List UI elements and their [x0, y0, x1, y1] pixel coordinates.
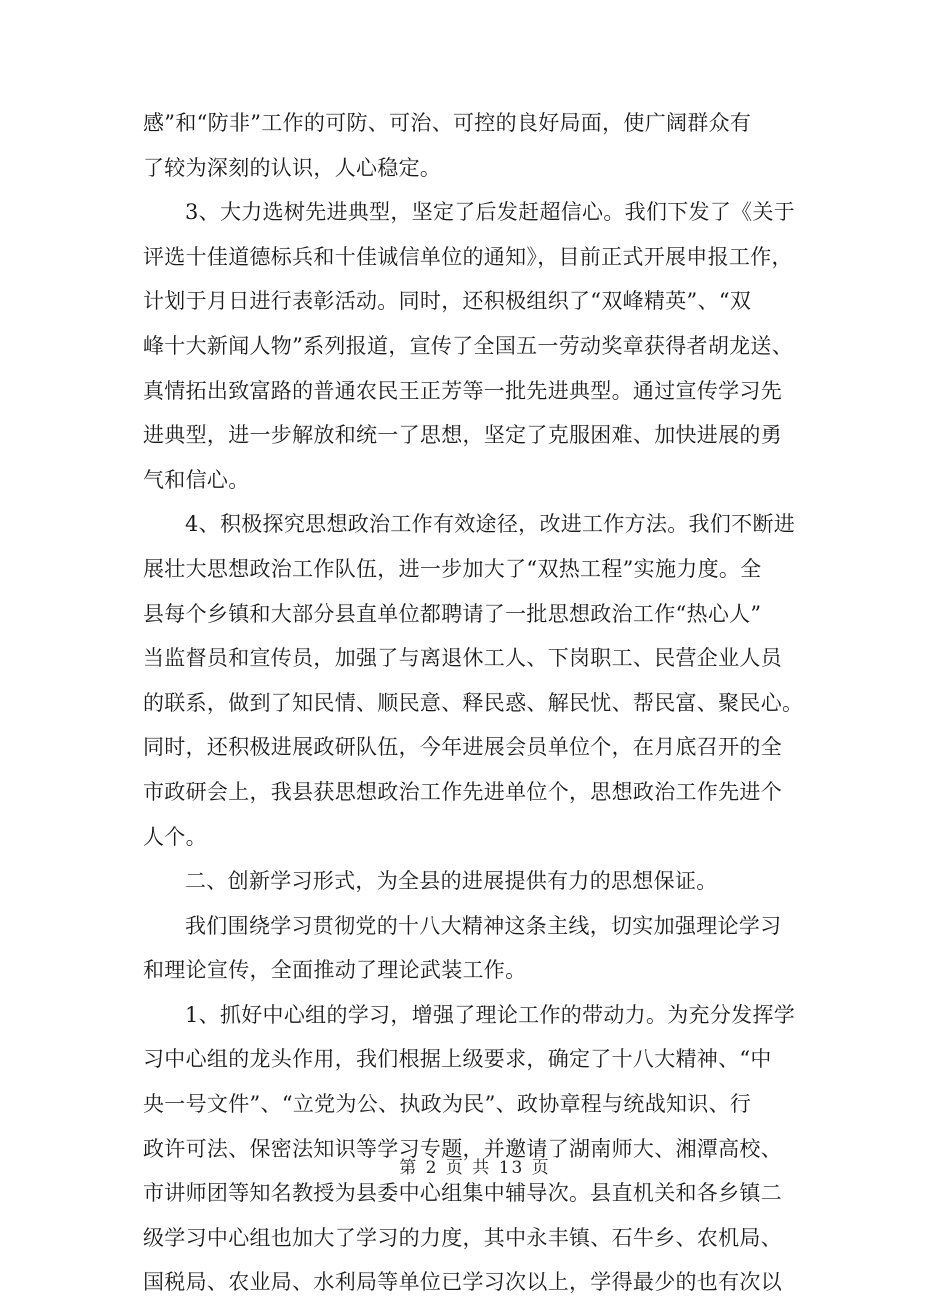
- text-line: 气和信心。: [143, 467, 250, 492]
- text-line: 我们围绕学习贯彻党的十八大精神这条主线，切实加强理论学习: [185, 913, 782, 938]
- text-line: 1、抓好中心组的学习，增强了理论工作的带动力。为充分发挥学: [185, 1002, 796, 1027]
- text-line: 人个。: [143, 824, 207, 849]
- footer-total-pages: 13: [498, 1158, 525, 1178]
- text-line: 的联系，做到了知民情、顺民意、释民惑、解民忧、帮民富、聚民心。: [143, 690, 804, 715]
- text-line: 3、大力选树先进典型，坚定了后发赶超信心。我们下发了《关于: [185, 200, 796, 225]
- document-body: [143, 101, 807, 1305]
- text-line: 了较为深刻的认识，人心稳定。: [143, 155, 442, 180]
- text-line: 国税局、农业局、水利局等单位已学习次以上，学得最少的也有次以: [143, 1270, 782, 1295]
- text-line: 县每个乡镇和大部分县直单位都聘请了一批思想政治工作“热心人”: [143, 601, 762, 626]
- text-line: 政许可法、保密法知识等学习专题，并邀请了湖南师大、湘潭高校、: [143, 1136, 782, 1161]
- text-line: 市讲师团等知名教授为县委中心组集中辅导次。县直机关和各乡镇二: [143, 1181, 782, 1206]
- text-line: 展壮大思想政治工作队伍，进一步加大了“双热工程”实施力度。全: [143, 556, 762, 581]
- text-line: 二、创新学习形式，为全县的进展提供有力的思想保证。: [185, 869, 718, 894]
- footer-prefix: 第: [399, 1158, 419, 1178]
- text-line: 级学习中心组也加大了学习的力度，其中永丰镇、石牛乡、农机局、: [143, 1225, 782, 1250]
- text-line: 习中心组的龙头作用，我们根据上级要求，确定了十八大精神、“中: [143, 1047, 772, 1072]
- text-line: 计划于月日进行表彰活动。同时，还积极组织了“双峰精英”、“双: [143, 289, 752, 314]
- text-line: 市政研会上，我县获思想政治工作先进单位个，思想政治工作先进个: [143, 779, 782, 804]
- text-line: 感”和“防非”工作的可防、可治、可控的良好局面，使广阔群众有: [143, 111, 752, 135]
- text-line: 评选十佳道德标兵和十佳诚信单位的通知》，目前正式开展申报工作，: [143, 244, 793, 269]
- text-line: 峰十大新闻人物”系列报道，宣传了全国五一劳动奖章获得者胡龙送、: [143, 333, 794, 358]
- text-line: 进典型，进一步解放和统一了思想，坚定了克服困难、加快进展的勇: [143, 423, 782, 448]
- text-line: 同时，还积极进展政研队伍，今年进展会员单位个，在月底召开的全: [143, 735, 782, 760]
- footer-suffix: 页: [531, 1158, 551, 1178]
- page-footer: [0, 1153, 950, 1178]
- text-line: 和理论宣传，全面推动了理论武装工作。: [143, 958, 527, 983]
- text-line: 真情拓出致富路的普通农民王正芳等一批先进典型。通过宣传学习先: [143, 378, 782, 403]
- text-line: 4、积极探究思想政治工作有效途径，改进工作方法。我们不断进: [185, 512, 796, 537]
- footer-middle: 页 共: [445, 1158, 492, 1178]
- text-line: 当监督员和宣传员，加强了与离退休工人、下岗职工、民营企业人员: [143, 646, 782, 671]
- text-line: 央一号文件”、“立党为公、执政为民”、政协章程与统战知识、行: [143, 1092, 752, 1117]
- footer-page-number: 2: [425, 1158, 439, 1178]
